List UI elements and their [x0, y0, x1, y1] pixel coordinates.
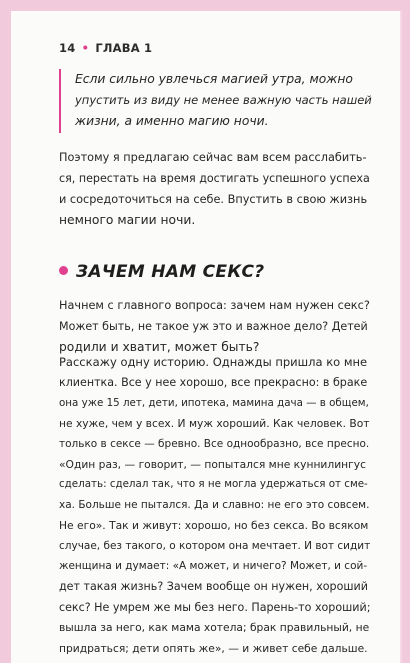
text-line: «Один раз, — говорит, — попытался мне куннилингус [59, 458, 366, 471]
text-line: Не его». Так и живут: хорошо, но без секса. Во всяком [59, 519, 369, 533]
text-line: ся, перестать на время достигать успешного успеха [59, 172, 370, 185]
chapter-label: ГЛАВА 1 [95, 41, 153, 55]
text-line: она уже 15 лет, дети, ипотека, мамина дача — в общем, [59, 396, 369, 409]
text-line: немного магии ночи. [59, 213, 196, 227]
section-heading [59, 262, 264, 282]
heading-bullet-icon [59, 266, 68, 275]
text-line: вышла за него, как мама хотела; брак правильный, не [59, 621, 370, 635]
text-line: случае, без такого, о котором она мечтает. И вот сидит [59, 539, 371, 552]
text-line: родили и хватит, может быть? [59, 340, 260, 354]
text-line: не хуже, чем у всех. И муж хороший. Как человек. Вот [59, 417, 370, 431]
quote-line: упустить из виду не менее важную часть нашей [75, 93, 372, 107]
section-title: ЗАЧЕМ НАМ СЕКС? [76, 262, 265, 282]
text-line: сделать: сделал так, что я не могла удержаться от сме- [59, 478, 368, 491]
text-line: и сосредоточиться на себе. Впустить в свою жизнь [59, 193, 368, 206]
text-line: секс? Не умрем же мы без него. Парень-то хороший; [59, 600, 371, 614]
page-number: 14 [59, 41, 76, 55]
text-line: только в сексе — бревно. Все однообразно, все пресно. [59, 437, 370, 450]
quote-line: жизни, а именно магию ночи. [75, 114, 269, 128]
book-page [11, 11, 402, 663]
text-line: придраться; дети опять же», — и живет себе дальше. [59, 641, 368, 655]
header-separator: • [81, 41, 90, 55]
running-header [59, 41, 152, 55]
text-line: Может быть, не такое уж это и важное дело? Детей [59, 320, 368, 333]
pull-quote [59, 69, 375, 133]
text-line: Начнем с главного вопроса: зачем нам нужен секс? [59, 299, 370, 312]
text-line: Поэтому я предлагаю сейчас вам всем расслабить- [59, 151, 367, 164]
text-line: Расскажу одну историю. Однажды пришла ко мне [59, 355, 368, 369]
text-line: женщина и думает: «А может, и ничего? Может, и сой- [59, 560, 368, 572]
quote-line: Если сильно увлечься магией утра, можно [75, 72, 353, 86]
text-line: дет такая жизнь? Зачем вообще он нужен, хороший [59, 580, 368, 594]
text-line: ха. Больше не пытался. Да и славно: не его это совсем. [59, 498, 370, 511]
text-line: клиентка. Все у нее хорошо, все прекрасно: в браке [59, 376, 368, 390]
